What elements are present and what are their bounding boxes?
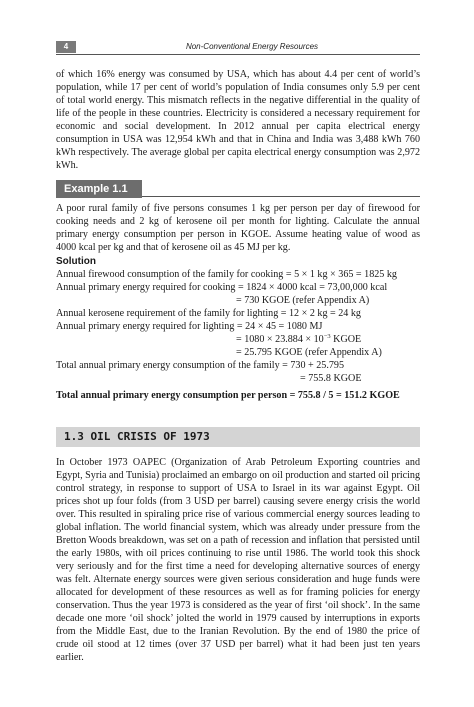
solution-line: Annual primary energy required for lighting = 24 × 45 = 1080 MJ xyxy=(56,321,323,332)
section-body: In October 1973 OAPEC (Organization of Arab Petroleum Exporting countries and Egypt, Syria and Tunisia) proclaimed an embargo on oil production and started oil pricing control strategy, in response to support of USA to Israel in its war against Egypt. Oil prices shot up four folds (from 3 USD per barrel) causing severe energy crisis the world over. This resulted in spiraling price rise of various commercial energy sources leading to global inflation. The world financial system, which was already under pressure from the Bretton Woods breakdown, was set on a path of recession and inflation that persisted until the early 1980s, with oil prices continuing to rise until 1986. The world took this shock very seriously and for the first time a need for developing alternative sources of energy was felt. Alternate energy sources were given serious consideration and huge funds were allocated for development of these resources as well as for framing policies for energy conservation. Thus the year 1973 is considered as the year of first ‘oil shock’. In the same decade one more ‘oil shock’ jolted the world in 1979 caused by interruptions in exports from the Middle East, due to the Iranian Revolution. By the end of 1980 the price of crude oil stood at 12 times (over 37 USD per barrel) what it had been just ten years earlier. xyxy=(56,457,420,663)
solution-line: = 755.8 KGOE xyxy=(300,373,362,384)
example-rule xyxy=(142,196,420,197)
solution-line: Annual kerosene requirement of the family for lighting = 12 × 2 kg = 24 kg xyxy=(56,308,361,319)
solution-unit: KGOE xyxy=(330,334,362,345)
page-header xyxy=(56,41,420,54)
intro-paragraph: of which 16% energy was consumed by USA, which has about 4.4 per cent of world’s population, while 17 per cent of world’s population of India consumes only 5.9 per cent of total world energy. This mismatch reflects in the negative differential in the quality of life of the people in these countries. Electricity is considered a necessary requirement for economic and social development. In 2012 annual per capita electrical energy consumption in USA was 12,954 kWh and that in China and India was 3,488 kWh 760 kWh respectively. The average global per capita electrical energy consumption was 2,972 kWh. xyxy=(56,69,420,171)
page-number: 4 xyxy=(56,41,76,53)
example-problem: A poor rural family of five persons consumes 1 kg per person per day of firewood for cooking needs and 2 kg of kerosene oil per month for lighting. Calculate the annual primary energy consumption per person in KGOE. Assume heating value of wood as 4000 kcal per kg and that of kerosene oil as 45 MJ per kg. xyxy=(56,203,420,253)
solution-line: Annual primary energy required for cooking = 1824 × 4000 kcal = 73,00,000 kcal xyxy=(56,282,388,293)
solution-line: = 25.795 KGOE (refer Appendix A) xyxy=(236,347,382,358)
solution-line: Total annual primary energy consumption of the family = 730 + 25.795 xyxy=(56,360,345,371)
solution-heading: Solution xyxy=(56,256,96,267)
solution-line: = 730 KGOE (refer Appendix A) xyxy=(236,295,370,306)
example-heading xyxy=(56,180,420,198)
running-head: Non-Conventional Energy Resources xyxy=(185,42,319,51)
solution-line: Annual firewood consumption of the family for cooking = 5 × 1 kg × 365 = 1825 kg xyxy=(56,269,397,280)
solution-result: Total annual primary energy consumption per person = 755.8 / 5 = 151.2 KGOE xyxy=(56,390,400,401)
section-heading xyxy=(56,427,420,447)
exponent: −3 xyxy=(323,333,331,340)
section-title: 1.3 OIL CRISIS OF 1973 xyxy=(64,430,210,443)
example-label: Example 1.1 xyxy=(56,180,142,198)
header-rule xyxy=(56,54,420,55)
solution-term: = 1080 × 23.884 × 10 xyxy=(236,334,324,345)
solution-line xyxy=(236,333,361,346)
